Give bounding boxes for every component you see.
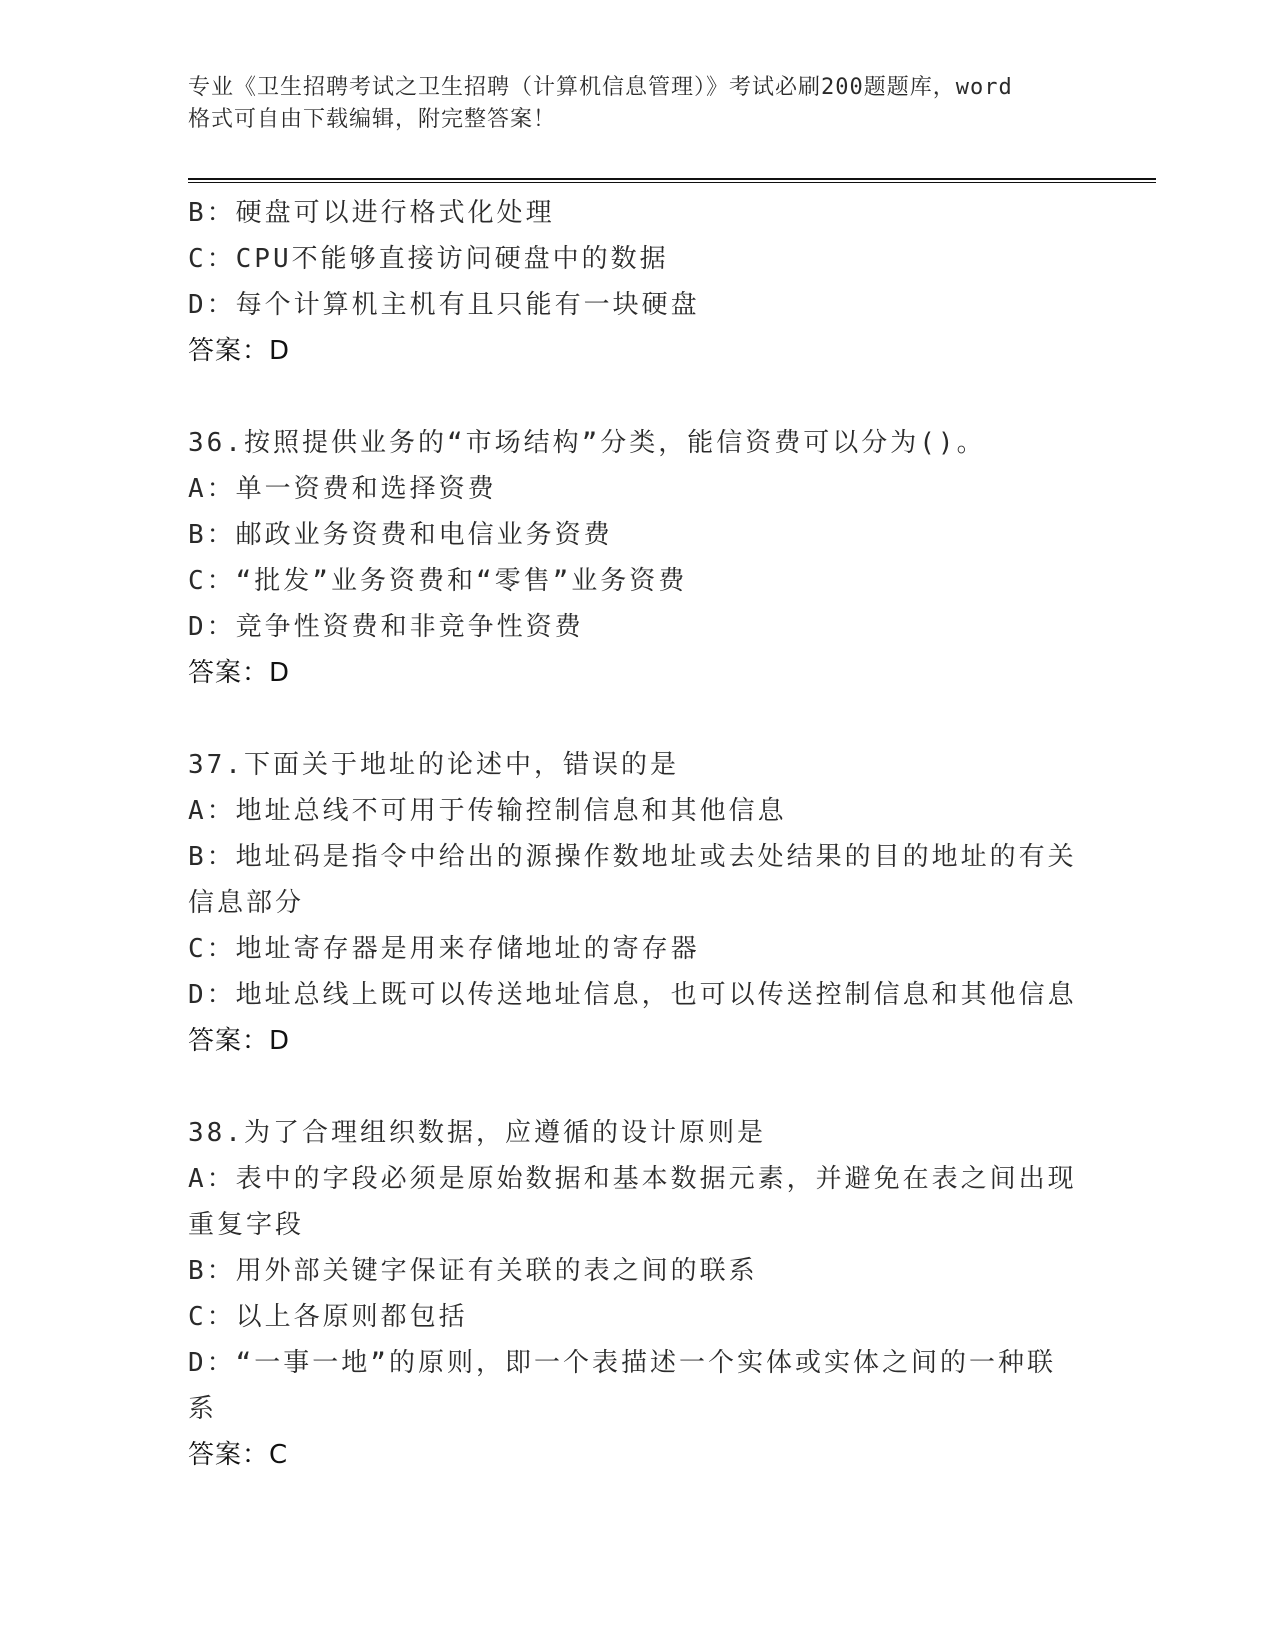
question-stem: 37.下面关于地址的论述中，错误的是 <box>188 750 679 780</box>
option-d: D：“一事一地”的原则，即一个表描述一个实体或实体之间的一种联系 <box>188 1348 1056 1424</box>
option-b: B：邮政业务资费和电信业务资费 <box>188 520 613 550</box>
header-divider <box>188 178 1156 183</box>
answer: 答案：C <box>188 1440 289 1470</box>
question-stem: 36.按照提供业务的“市场结构”分类，能信资费可以分为()。 <box>188 428 986 458</box>
question-37 <box>188 742 1078 1064</box>
spacer <box>188 1064 1078 1110</box>
option-d: D：地址总线上既可以传送地址信息，也可以传送控制信息和其他信息 <box>188 980 1077 1010</box>
answer: 答案：D <box>188 658 291 688</box>
question-stem: 38.为了合理组织数据，应遵循的设计原则是 <box>188 1118 766 1148</box>
option-d: D：每个计算机主机有且只能有一块硬盘 <box>188 290 700 320</box>
document-body <box>188 190 1078 1478</box>
header-title-line-2: 格式可自由下载编辑，附完整答案！ <box>188 107 557 132</box>
spacer <box>188 374 1078 420</box>
spacer <box>188 696 1078 742</box>
question-38 <box>188 1110 1078 1478</box>
header-title-line-1: 专业《卫生招聘考试之卫生招聘（计算机信息管理）》考试必刷200题题库，word <box>188 75 1013 100</box>
option-c: C：以上各原则都包括 <box>188 1302 468 1332</box>
option-b: B：硬盘可以进行格式化处理 <box>188 198 555 228</box>
question-35-tail <box>188 190 1078 374</box>
option-a: A：表中的字段必须是原始数据和基本数据元素，并避免在表之间出现重复字段 <box>188 1164 1077 1240</box>
answer: 答案：D <box>188 1026 291 1056</box>
option-c: C：地址寄存器是用来存储地址的寄存器 <box>188 934 700 964</box>
option-a: A：地址总线不可用于传输控制信息和其他信息 <box>188 796 787 826</box>
option-b: B：地址码是指令中给出的源操作数地址或去处结果的目的地址的有关信息部分 <box>188 842 1077 918</box>
answer: 答案：D <box>188 336 291 366</box>
question-36 <box>188 420 1078 696</box>
option-c: C：CPU不能够直接访问硬盘中的数据 <box>188 244 669 274</box>
option-d: D：竞争性资费和非竞争性资费 <box>188 612 584 642</box>
document-header <box>188 72 1088 136</box>
option-c: C：“批发”业务资费和“零售”业务资费 <box>188 566 688 596</box>
option-b: B：用外部关键字保证有关联的表之间的联系 <box>188 1256 758 1286</box>
option-a: A：单一资费和选择资费 <box>188 474 497 504</box>
